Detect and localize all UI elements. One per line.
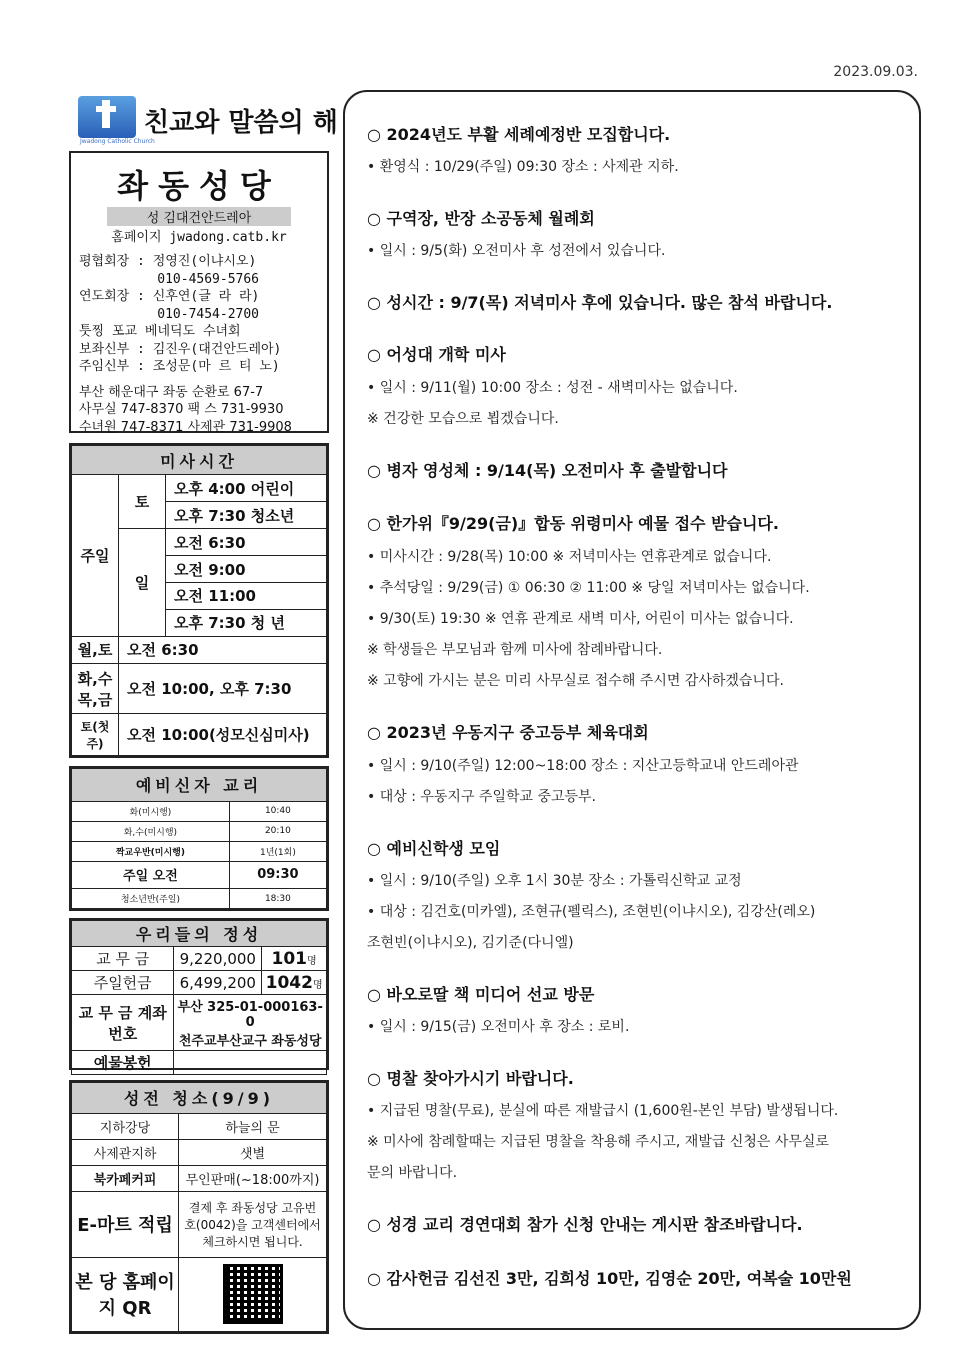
address-line: 부산 해운대구 좌동 순환로 67-7: [79, 384, 264, 400]
group-name: 하늘의 문: [179, 1113, 327, 1139]
mass-time: 오전 10:00, 오후 7:30: [119, 663, 327, 714]
news-detail: • 환영식 : 10/29(주일) 09:30 장소 : 사제관 지하.: [367, 159, 679, 175]
mass-title: 미사시간: [72, 446, 327, 475]
class-name: 주일 오전: [72, 861, 230, 889]
news-heading: ○ 2024년도 부활 세례예정반 모집합니다.: [367, 125, 671, 144]
class-name: 화(미시행): [72, 801, 230, 821]
weekday-label: 토(첫주): [72, 714, 119, 756]
news-detail: • 일시 : 9/5(화) 오전미사 후 성전에서 있습니다.: [367, 243, 666, 259]
area-name: 지하강당: [72, 1113, 179, 1139]
news-detail: ※ 고향에 가시는 분은 미리 사무실로 접수해 주시면 감사하겠습니다.: [367, 673, 784, 689]
weekday-label: 화,수 목,금: [72, 663, 119, 714]
address-line: 수녀원 747-8371 사제관 731-9908: [79, 419, 292, 435]
contact-line: 평협회장 : 정영진(이냐시오): [79, 254, 257, 269]
offering-amount: 6,499,200: [174, 971, 262, 995]
news-heading: ○ 한가위『9/29(금)』합동 위령미사 예물 접수 받습니다.: [367, 514, 779, 533]
news-detail: • 추석당일 : 9/29(금) ① 06:30 ② 11:00 ※ 당일 저녁미사는 없습니다.: [367, 580, 810, 596]
class-time: 1년(1회): [229, 841, 326, 861]
area-name: 사제관지하: [72, 1139, 179, 1165]
parish-patron: 성 김대건안드레아: [107, 207, 291, 226]
mass-time: 오전 6:30: [166, 529, 327, 556]
class-name: 화,수(미시행): [72, 821, 230, 841]
contact-line: 툿찡 포교 베네딕도 수녀회: [79, 324, 241, 339]
news-heading: ○ 감사헌금 김선진 3만, 김희성 10만, 김영순 20만, 여복술 10만원: [367, 1269, 852, 1288]
mass-time: 오후 7:30 청 년: [166, 609, 327, 636]
mass-time: 오전 10:00(성모신심미사): [119, 714, 327, 756]
cleaning-title: 성전 청소(9/9): [72, 1083, 327, 1114]
news-detail: ※ 미사에 참례할때는 지급된 명찰을 착용해 주시고, 재발급 신청은 사무실로: [367, 1134, 829, 1150]
qr-label: 본 당 홈페이지 QR: [72, 1257, 179, 1331]
news-detail: 조현빈(이냐시오), 김기준(다니엘): [367, 935, 574, 951]
emart-label: E-마트 적립: [72, 1191, 179, 1257]
qr-code-icon[interactable]: [223, 1264, 283, 1324]
class-name: 청소년반(주일): [72, 889, 230, 909]
news-detail: • 대상 : 우동지구 주일학교 중고등부.: [367, 789, 597, 805]
news-detail: • 일시 : 9/11(월) 10:00 장소 : 성전 - 새벽미사는 없습니다.: [367, 380, 738, 396]
cross-icon: [78, 96, 136, 138]
news-heading: ○ 바오로딸 책 미디어 선교 방문: [367, 985, 595, 1004]
mass-time: 오후 7:30 청소년: [166, 502, 327, 529]
offering-count: 101명: [262, 947, 327, 971]
mass-time: 오전 11:00: [166, 583, 327, 610]
catechumen-classes: [69, 766, 329, 911]
news-heading: ○ 성시간 : 9/7(목) 저녁미사 후에 있습니다. 많은 참석 바랍니다.: [367, 293, 833, 312]
parish-name: 좌동성당: [117, 167, 281, 205]
cleaning-table: [69, 1080, 329, 1334]
class-time: 10:40: [229, 801, 326, 821]
logo-subtitle: Jwadong Catholic Church: [80, 138, 155, 145]
mass-time: 오전 6:30: [119, 636, 327, 663]
news-detail: • 9/30(토) 19:30 ※ 연휴 관계로 새벽 미사, 어린이 미사는 없습니다.: [367, 611, 794, 627]
parish-info: [69, 151, 329, 433]
news-heading: ○ 2023년 우동지구 중고등부 체육대회: [367, 723, 649, 742]
contact-line: 연도회장 : 신후연(글 라 라): [79, 289, 260, 304]
offering-amount: 9,220,000: [174, 947, 262, 971]
emart-text: 결제 후 좌동성당 고유번호(0042)을 고객센터에서 체크하시면 됩니다.: [179, 1191, 327, 1257]
offering-table: [69, 918, 329, 1070]
weekday-label: 월,토: [72, 636, 119, 663]
news-detail: • 미사시간 : 9/28(목) 10:00 ※ 저녁미사는 연휴관계로 없습니다.: [367, 549, 772, 565]
news-detail: ※ 건강한 모습으로 뵙겠습니다.: [367, 411, 559, 427]
news-heading: ○ 구역장, 반장 소공동체 월례회: [367, 209, 595, 228]
mass-time: 오전 9:00: [166, 556, 327, 583]
news-heading: ○ 명찰 찾아가시기 바랍니다.: [367, 1069, 574, 1088]
contact-line: 010-4569-5766: [79, 271, 260, 287]
homepage-link[interactable]: 홈페이지 jwadong.catb.kr: [111, 230, 287, 245]
area-name: 북카페커피: [72, 1165, 179, 1191]
group-name: 샛별: [179, 1139, 327, 1165]
class-time: 09:30: [229, 861, 326, 889]
news-detail: ※ 학생들은 부모님과 함께 미사에 참례바랍니다.: [367, 642, 663, 658]
mass-schedule: [69, 443, 329, 758]
news-heading: ○ 병자 영성체 : 9/14(목) 오전미사 후 출발합니다: [367, 461, 728, 480]
logo-title: 친교와 말씀의 해: [144, 108, 338, 138]
news-detail: • 일시 : 9/15(금) 오전미사 후 장소 : 로비.: [367, 1019, 630, 1035]
contact-line: 주임신부 : 조성문(마 르 티 노): [79, 359, 280, 374]
offering-count: 1042명: [262, 971, 327, 995]
news-heading: ○ 성경 교리 경연대회 참가 신청 안내는 게시판 참조바랍니다.: [367, 1215, 803, 1234]
address-line: 사무실 747-8370 팩 스 731-9930: [79, 402, 284, 417]
news-detail: • 지급된 명찰(무료), 분실에 따른 재발급시 (1,600원-본인 부담) 발생됩니다.: [367, 1103, 839, 1119]
account-number: 부산 325-01-000163-0: [177, 1000, 323, 1030]
sunday-label: 주일: [72, 475, 119, 637]
church-logo: [78, 96, 338, 145]
bulletin-date: 2023.09.03.: [833, 64, 918, 80]
class-name: 짝교우반(미시행): [72, 841, 230, 861]
news-detail: • 일시 : 9/10(주일) 12:00~18:00 장소 : 지산고등학교내 안드레아관: [367, 758, 799, 774]
offering-title: 우리들의 정성: [72, 921, 327, 947]
offering-type: 주일헌금: [72, 971, 174, 995]
contact-line: 010-7454-2700: [79, 306, 260, 322]
class-time: 20:10: [229, 821, 326, 841]
news-detail: • 일시 : 9/10(주일) 오후 1시 30분 장소 : 가톨릭신학교 교정: [367, 873, 742, 889]
offering-type: 교 무 금: [72, 947, 174, 971]
mass-time: 오후 4:00 어린이: [166, 475, 327, 502]
news-detail: 문의 바랍니다.: [367, 1165, 458, 1181]
envelope-label: 예물봉헌: [72, 1051, 174, 1075]
news-heading: ○ 예비신학생 모임: [367, 839, 501, 858]
news-panel: [343, 90, 921, 1330]
group-name: 무인판매(~18:00까지): [179, 1165, 327, 1191]
day-label: 일: [119, 529, 166, 637]
account-label: 교 무 금 계좌번호: [72, 995, 174, 1051]
class-time: 18:30: [229, 889, 326, 909]
contact-line: 보좌신부 : 김진우(대건안드레아): [79, 341, 282, 357]
account-holder: 천주교부산교구 좌동성당: [178, 1034, 322, 1049]
catechumen-title: 예비신자 교리: [72, 769, 327, 802]
news-detail: • 대상 : 김건호(미카엘), 조현규(펠릭스), 조현빈(이냐시오), 김강산(레오): [367, 904, 816, 920]
news-heading: ○ 어성대 개학 미사: [367, 345, 506, 364]
saturday-label: 토: [119, 475, 166, 529]
